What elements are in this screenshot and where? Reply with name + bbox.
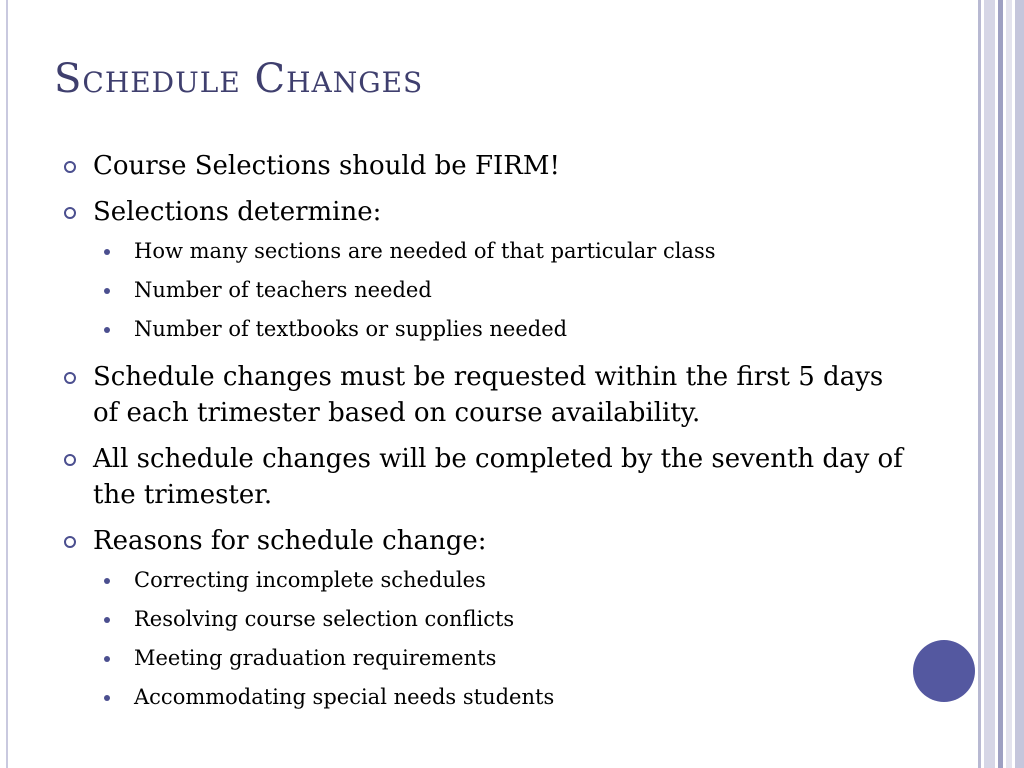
dot-bullet-icon bbox=[104, 288, 110, 294]
sub-bullet-text: How many sections are needed of that particular class bbox=[134, 239, 716, 263]
bullet-text: Schedule changes must be requested within the first 5 days of each trimester based on course availability. bbox=[93, 362, 884, 428]
bullet-text: Selections determine: bbox=[93, 197, 382, 227]
stripe bbox=[1015, 0, 1024, 768]
left-border-line bbox=[6, 0, 8, 768]
bullet-text: Course Selections should be FIRM! bbox=[93, 151, 560, 181]
sub-bullet-text: Resolving course selection conflicts bbox=[134, 607, 515, 631]
decorative-stripes bbox=[978, 0, 1024, 768]
bullet-item bbox=[64, 148, 914, 184]
stripe bbox=[978, 0, 981, 768]
dot-bullet-icon bbox=[104, 695, 110, 701]
circle-bullet-icon bbox=[64, 454, 76, 466]
sub-bullet-text: Meeting graduation requirements bbox=[134, 646, 497, 670]
sub-bullet-item bbox=[104, 561, 914, 600]
bullet-item bbox=[64, 441, 914, 513]
bullet-item bbox=[64, 523, 914, 559]
sub-bullet-item bbox=[104, 310, 914, 349]
sub-bullet-list bbox=[104, 561, 914, 717]
sub-bullet-item bbox=[104, 639, 914, 678]
stripe bbox=[1006, 0, 1012, 768]
sub-bullet-item bbox=[104, 232, 914, 271]
bullet-item bbox=[64, 359, 914, 431]
sub-bullet-text: Number of teachers needed bbox=[134, 278, 432, 302]
stripe bbox=[984, 0, 995, 768]
bullet-list bbox=[64, 148, 914, 727]
circle-bullet-icon bbox=[64, 207, 76, 219]
slide-title: Schedule Changes bbox=[54, 56, 424, 102]
sub-bullet-text: Number of textbooks or supplies needed bbox=[134, 317, 568, 341]
bullet-text: Reasons for schedule change: bbox=[93, 526, 487, 556]
bullet-item bbox=[64, 194, 914, 230]
dot-bullet-icon bbox=[104, 327, 110, 333]
dot-bullet-icon bbox=[104, 656, 110, 662]
sub-bullet-text: Correcting incomplete schedules bbox=[134, 568, 486, 592]
sub-bullet-item bbox=[104, 600, 914, 639]
circle-bullet-icon bbox=[64, 372, 76, 384]
sub-bullet-text: Accommodating special needs students bbox=[134, 685, 555, 709]
sub-bullet-item bbox=[104, 271, 914, 310]
dot-bullet-icon bbox=[104, 249, 110, 255]
decorative-circle bbox=[913, 640, 975, 702]
bullet-text: All schedule changes will be completed by the seventh day of the trimester. bbox=[93, 444, 903, 510]
sub-bullet-item bbox=[104, 678, 914, 717]
stripe bbox=[998, 0, 1003, 768]
dot-bullet-icon bbox=[104, 578, 110, 584]
circle-bullet-icon bbox=[64, 161, 76, 173]
sub-bullet-list bbox=[104, 232, 914, 349]
circle-bullet-icon bbox=[64, 536, 76, 548]
dot-bullet-icon bbox=[104, 617, 110, 623]
